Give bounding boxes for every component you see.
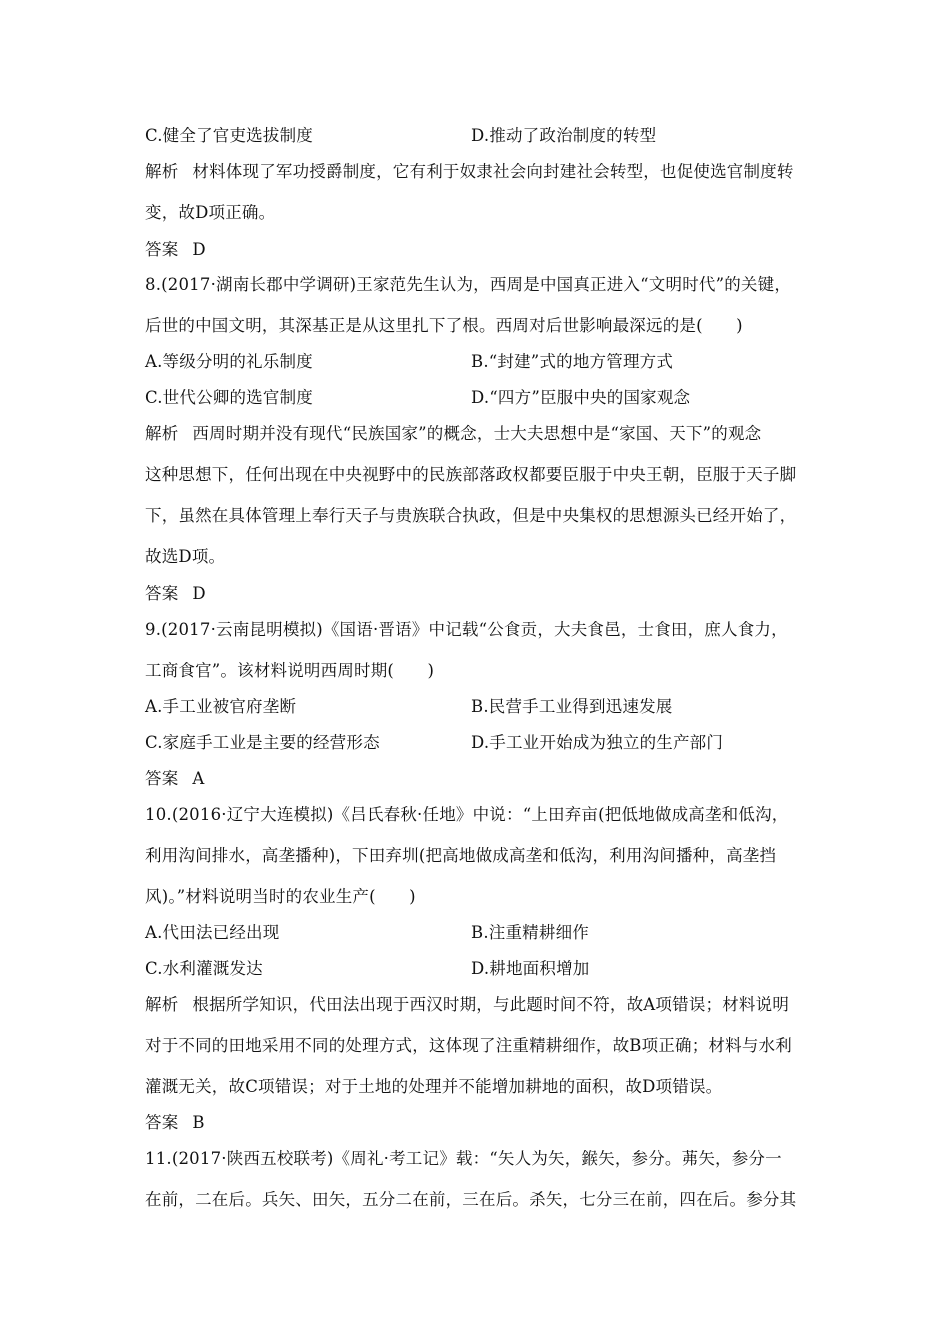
answer-value: D xyxy=(192,584,206,603)
q9-stem-line-1: 9.(2017·云南昆明模拟)《国语·晋语》中记载“公食贡，大夫食邑，士食田，庶人食力， xyxy=(145,620,788,639)
answer-label: 答案 xyxy=(145,769,179,788)
q10-option-a: A.代田法已经出现 xyxy=(145,923,280,942)
q7-analysis-line-2: 变，故D项正确。 xyxy=(145,203,276,222)
q10-answer xyxy=(145,1113,205,1133)
q8-option-d: D.“四方”臣服中央的国家观念 xyxy=(471,388,691,407)
q7-analysis-line-1: 解析 材料体现了军功授爵制度，它有利于奴隶社会向封建社会转型，也促使选官制度转 xyxy=(145,162,794,181)
answer-label: 答案 xyxy=(145,1113,179,1132)
q10-stem-line-3: 风)。”材料说明当时的农业生产( ) xyxy=(145,887,416,906)
q8-analysis-line-1: 解析 西周时期并没有现代“民族国家”的概念，士大夫思想中是“家国、天下”的观念 xyxy=(145,424,762,443)
q8-option-b: B.“封建”式的地方管理方式 xyxy=(471,352,674,371)
q8-analysis-line-3: 下，虽然在具体管理上奉行天子与贵族联合执政，但是中央集权的思想源头已经开始了， xyxy=(145,506,797,525)
q10-stem-line-2: 利用沟间排水，高垄播种)，下田弃圳(把高地做成高垄和低沟，利用沟间播种，高垄挡 xyxy=(145,846,777,865)
q9-stem-line-2: 工商食官”。该材料说明西周时期( ) xyxy=(145,661,435,680)
q10-option-c: C.水利灌溉发达 xyxy=(145,959,263,978)
q10-analysis-line-1: 解析 根据所学知识，代田法出现于西汉时期，与此题时间不符，故A项错误；材料说明 xyxy=(145,995,790,1014)
q11-stem-line-2: 在前，二在后。兵矢、田矢，五分二在前，三在后。杀矢，七分三在前，四在后。参分其 xyxy=(145,1190,797,1209)
answer-value: B xyxy=(192,1113,205,1132)
answer-value: D xyxy=(192,240,206,259)
analysis-label: 解析 xyxy=(145,162,179,181)
analysis-label: 解析 xyxy=(145,995,179,1014)
q9-answer xyxy=(145,769,205,789)
q11-stem-line-1: 11.(2017·陕西五校联考)《周礼·考工记》载：“矢人为矢，鍭矢，参分。茀矢，参分一 xyxy=(145,1149,782,1168)
q10-analysis-line-2: 对于不同的田地采用不同的处理方式，这体现了注重精耕细作，故B项正确；材料与水利 xyxy=(145,1036,792,1055)
q10-option-d: D.耕地面积增加 xyxy=(471,959,590,978)
q9-option-c: C.家庭手工业是主要的经营形态 xyxy=(145,733,380,752)
q8-stem-line-2: 后世的中国文明，其深基正是从这里扎下了根。西周对后世影响最深远的是( ) xyxy=(145,316,743,335)
q8-option-c: C.世代公卿的选官制度 xyxy=(145,388,313,407)
q9-option-d: D.手工业开始成为独立的生产部门 xyxy=(471,733,724,752)
q8-analysis-line-4: 故选D项。 xyxy=(145,547,226,566)
q10-analysis-line-3: 灌溉无关，故C项错误；对于土地的处理并不能增加耕地的面积，故D项错误。 xyxy=(145,1077,723,1096)
q9-option-a: A.手工业被官府垄断 xyxy=(145,697,297,716)
answer-value: A xyxy=(192,769,205,788)
q8-stem-line-1: 8.(2017·湖南长郡中学调研)王家范先生认为，西周是中国真正进入“文明时代”的关键， xyxy=(145,275,792,294)
answer-label: 答案 xyxy=(145,240,179,259)
analysis-label: 解析 xyxy=(145,424,179,443)
q7-option-d: D.推动了政治制度的转型 xyxy=(471,126,657,145)
q8-answer xyxy=(145,584,206,604)
q10-option-b: B.注重精耕细作 xyxy=(471,923,589,942)
q8-analysis-line-2: 这种思想下，任何出现在中央视野中的民族部落政权都要臣服于中央王朝，臣服于天子脚 xyxy=(145,465,797,484)
q7-answer xyxy=(145,240,206,260)
q8-option-a: A.等级分明的礼乐制度 xyxy=(145,352,313,371)
answer-label: 答案 xyxy=(145,584,179,603)
q9-option-b: B.民营手工业得到迅速发展 xyxy=(471,697,673,716)
q7-option-c: C.健全了官吏选拔制度 xyxy=(145,126,313,145)
q10-stem-line-1: 10.(2016·辽宁大连模拟)《吕氏春秋·任地》中说：“上田弃亩(把低地做成高垄和低沟， xyxy=(145,805,789,824)
